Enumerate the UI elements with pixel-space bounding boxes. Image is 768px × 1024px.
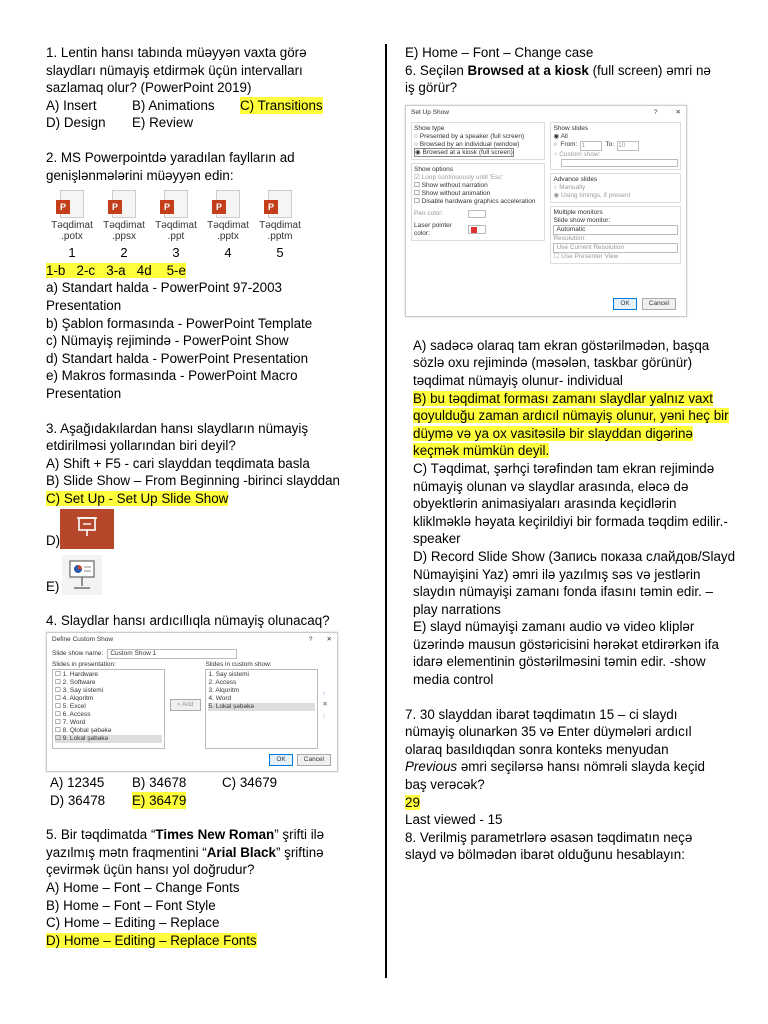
- q4-option-a: A) 12345: [50, 775, 105, 791]
- resolution-label: Resolution:: [553, 234, 587, 242]
- file-icons: [46, 190, 366, 242]
- presentation-slides-list[interactable]: [52, 669, 165, 749]
- custom-show-select[interactable]: [561, 159, 678, 167]
- q6-option-d: play narrations: [413, 601, 501, 617]
- cancel-button[interactable]: Cancel: [642, 298, 676, 310]
- q1-option-c-answer: C) Transitions: [240, 97, 323, 113]
- q6-option-c: C) Təqdimat, şərhçi tərəfindən tam ekran rejimində: [413, 460, 715, 476]
- q3-option-d: D): [46, 532, 61, 548]
- multiple-monitors-group: [550, 206, 681, 264]
- add-button[interactable]: » Add: [170, 699, 201, 711]
- q6-option-b-answer: düymə və ya ox vasitəsilə bir slayddan digərinə: [413, 425, 693, 441]
- list-item[interactable]: 5. Lokal şəbəkə: [208, 703, 315, 711]
- radio-kiosk[interactable]: ◉ Browsed at a kiosk (full screen): [415, 148, 513, 156]
- q6-option-b-answer: B) bu təqdimat forması zamanı slaydlar yalnız vaxt: [413, 390, 713, 406]
- slideshow-setup-icon: [60, 509, 114, 549]
- multiple-monitors-label: Multiple monitors: [553, 208, 603, 216]
- define-custom-show-dialog: [46, 632, 338, 772]
- q7-answer: 29: [405, 794, 420, 810]
- q5-line: 5. Bir təqdimatda “Times New Roman” şrifti ilə: [46, 827, 325, 843]
- q2-line: 2. MS Powerpointdə yaradılan faylların ad: [46, 149, 295, 165]
- monitor-select[interactable]: Automatic: [553, 225, 678, 235]
- q3-option-a: A) Shift + F5 - cari slayddan teqdimata basla: [46, 455, 310, 471]
- q8-line: 8. Verilmiş parametrlərə əsasən təqdimatın neçə: [405, 829, 693, 845]
- q6-option-c: kliklməklə həyata keçirildiyi bir formada təqdim edilir.-: [413, 513, 728, 529]
- q1-line: slaydları nümayiş etdirmək üçün intervalları: [46, 62, 303, 78]
- checkbox-narration[interactable]: ☐ Show without narration: [414, 181, 488, 189]
- q6-option-e: idarə elementinin göstərilməsini təmin edir. -show: [413, 654, 706, 670]
- show-type-group: [411, 122, 545, 160]
- question-4: [46, 612, 366, 809]
- q3-option-c-answer: C) Set Up - Set Up Slide Show: [46, 490, 229, 506]
- close-icon[interactable]: ✕: [326, 636, 332, 644]
- q6-option-b-answer: qoyulduğu zaman ardıcıl nümayiş olunur, yəni heç bir: [413, 408, 729, 424]
- question-8: [405, 829, 750, 864]
- q7-line: nümayiş olunarkən 35 və Enter düymələri ardıcıl: [405, 724, 692, 740]
- slide-show-name-label: Slide show name:: [52, 650, 104, 658]
- custom-show-slides-list[interactable]: [205, 669, 318, 749]
- q6-line: iş görür?: [405, 80, 458, 96]
- q4-option-e-answer: E) 36479: [132, 792, 187, 808]
- q6-option-e: media control: [413, 672, 494, 688]
- show-options-group: [411, 163, 545, 241]
- q5-option-e: E) Home – Font – Change case: [405, 45, 594, 60]
- question-7: [405, 706, 750, 829]
- file-icon-potx: P Təqdimat .potx: [46, 190, 98, 242]
- file-icon-ppsx: P Təqdimat .ppsx: [98, 190, 150, 242]
- q2-option: Presentation: [46, 385, 122, 401]
- checkbox-presenter-view[interactable]: ☐ Use Presenter View: [553, 252, 619, 260]
- q6-options: [405, 337, 750, 689]
- q5-option-a: A) Home – Font – Change Fonts: [46, 880, 240, 896]
- dialog-title: Set Up Show: [411, 108, 449, 116]
- q7-line: baş verəcək?: [405, 777, 485, 793]
- help-icon[interactable]: ?: [308, 636, 313, 644]
- q2-option: a) Standart halda - PowerPoint 97-2003: [46, 280, 282, 296]
- q6-option-c: nümayiş olunan və slaydlar arasında, eləcə də: [413, 478, 689, 494]
- q6-option-e: E) slayd nümayişi zamanı audio və video kliplər: [413, 619, 695, 635]
- q6-option-c: speaker: [413, 531, 461, 547]
- q6-option-b-answer: keçmək mümkün deyil.: [413, 443, 550, 459]
- file-icon-ppt: P Təqdimat .ppt: [150, 190, 202, 242]
- monitor-label: Slide show monitor:: [553, 216, 611, 224]
- slide-show-name-input[interactable]: Custom Show 1: [107, 649, 237, 659]
- q7-line: Previous əmri seçilərsə hansı nömrəli slayda keçid: [405, 759, 705, 775]
- question-5: [46, 826, 366, 949]
- advance-slides-group: [550, 173, 681, 203]
- radio-speaker[interactable]: ○ Presented by a speaker (full screen): [414, 132, 525, 140]
- q6-option-a: təqdimat nümayiş olunur- individual: [413, 372, 623, 388]
- cancel-button[interactable]: Cancel: [297, 754, 331, 766]
- column-divider: [385, 44, 387, 978]
- presentation-screen-icon: [62, 555, 102, 595]
- q1-option-a: A) Insert: [46, 97, 97, 113]
- q2-answer: 1-b 2-c 3-a 4d 5-e: [46, 262, 186, 278]
- list-item[interactable]: ☐ 8. Qlobal şəbəkə: [55, 727, 112, 735]
- checkbox-hardware[interactable]: ☐ Disable hardware graphics acceleration: [414, 197, 536, 205]
- question-2: [46, 149, 366, 403]
- slides-in-custom-show-label: Slides in custom show:: [205, 661, 272, 669]
- q3-line: etdirilməsi yollarından biri deyil?: [46, 438, 236, 454]
- q3-option-e: E): [46, 578, 60, 594]
- move-down-icon[interactable]: ↓: [322, 712, 326, 720]
- list-item[interactable]: ☐ 3. Say sistemi: [55, 687, 104, 695]
- help-icon[interactable]: ?: [653, 108, 658, 116]
- q5-option-b: B) Home – Font – Font Style: [46, 897, 216, 913]
- list-item[interactable]: 3. Alqoritm: [208, 687, 240, 695]
- set-up-show-dialog: [405, 105, 687, 317]
- list-item[interactable]: ☐ 1. Hardware: [55, 671, 99, 679]
- q2-option: b) Şablon formasında - PowerPoint Template: [46, 315, 313, 331]
- advance-slides-label: Advance slides: [553, 175, 598, 183]
- radio-timings[interactable]: ◉ Using timings, if present: [553, 191, 631, 199]
- q2-line: genişlənmələrini müəyyən edin:: [46, 167, 234, 183]
- q4-option-c: C) 34679: [222, 775, 278, 791]
- show-type-label: Show type: [414, 124, 445, 132]
- q6-option-a: A) sadəcə olaraq tam ekran göstərilmədən, başqa: [413, 337, 710, 353]
- list-item[interactable]: 2. Access: [208, 679, 237, 687]
- list-item[interactable]: ☐ 9. Lokal şəbəkə: [55, 735, 162, 743]
- left-column: [46, 0, 366, 949]
- q6-option-c: obyektlərin animasiyaları arasında keçidlərin: [413, 496, 677, 512]
- laser-color-label: Laser pointer color:: [414, 221, 452, 237]
- checkbox-animation[interactable]: ☐ Show without animation: [414, 189, 491, 197]
- radio-all[interactable]: ◉ All: [553, 132, 568, 140]
- q6-option-d: D) Record Slide Show (Запись показа слайдов/Slayd: [413, 548, 736, 564]
- list-item[interactable]: ☐ 7. Word: [55, 719, 86, 727]
- checkbox-loop[interactable]: ☑ Loop continuously until 'Esc': [414, 173, 503, 181]
- q2-option: d) Standart halda - PowerPoint Presentation: [46, 350, 309, 366]
- radio-manually[interactable]: ○ Manually: [553, 183, 586, 191]
- q1-option-b: B) Animations: [132, 97, 215, 113]
- list-item[interactable]: ☐ 5. Excel: [55, 703, 86, 711]
- question-1: [46, 44, 366, 132]
- q5-option-d-answer: D) Home – Editing – Replace Fonts: [46, 932, 257, 948]
- radio-from[interactable]: ○ From: 1 To: 10: [553, 141, 678, 151]
- q1-line: sazlamaq olur? (PowerPoint 2019): [46, 80, 252, 96]
- pen-color-picker[interactable]: [468, 210, 486, 218]
- q6-option-e: üzərində mausun göstəricisini hərəkət etdirərkən ifa: [413, 636, 719, 652]
- q7-note: Last viewed - 15: [405, 812, 503, 828]
- q2-option: Presentation: [46, 297, 122, 313]
- list-item[interactable]: ☐ 4. Alqoritm: [55, 695, 94, 703]
- q7-line: 7. 30 slayddan ibarət təqdimatın 15 – ci slaydı: [405, 706, 678, 722]
- q4-option-d: D) 36478: [50, 792, 106, 808]
- ok-button[interactable]: OK: [269, 754, 292, 766]
- q1-line: 1. Lentin hansı tabında müəyyən vaxta görə: [46, 45, 307, 60]
- q4-line: 4. Slaydlar hansı ardıcıllıqla nümayiş olunacaq?: [46, 613, 330, 629]
- list-item[interactable]: ☐ 6. Access: [55, 711, 91, 719]
- q6-option-a: sözlə oxu rejimində (məsələn, taskbar görünür): [413, 355, 693, 371]
- show-options-label: Show options: [414, 165, 454, 173]
- file-numbers: 1 2 3 4 5: [68, 245, 284, 261]
- q6-option-d: Nümayişini Yaz) əmri ilə yazılmış səs və jestlərin: [413, 566, 701, 582]
- question-3: [46, 420, 366, 596]
- q3-option-b: B) Slide Show – From Beginning -birinci slayddan: [46, 473, 340, 489]
- file-icon-pptm: P Təqdimat .pptm: [254, 190, 306, 242]
- q2-option: c) Nümayiş rejimində - PowerPoint Show: [46, 333, 289, 349]
- q3-line: 3. Aşağıdakılardan hansı slaydların nümayiş: [46, 420, 309, 436]
- radio-individual[interactable]: ○ Browsed by an individual (window): [414, 140, 520, 148]
- q8-line: slayd və bölmədən ibarət olduğunu hesablayın:: [405, 847, 685, 863]
- q6-option-d: slaydın nümayişi zamanı fonda ifasını təmin edir. –: [413, 584, 713, 600]
- q6-line: 6. Seçilən Browsed at a kiosk (full screen) əmri nə: [405, 62, 711, 78]
- q7-line: olaraq basıldıqdan sonra konteks menyudan: [405, 741, 669, 757]
- close-icon[interactable]: ✕: [675, 108, 681, 116]
- q5-line: yazılmış mətn fraqmentini “Arial Black” şriftinə: [46, 844, 324, 860]
- file-icon-pptx: P Təqdimat .pptx: [202, 190, 254, 242]
- right-column: [405, 0, 750, 864]
- q2-option: e) Makros formasında - PowerPoint Macro: [46, 368, 298, 384]
- list-item[interactable]: 1. Say sistemi: [208, 671, 249, 679]
- q4-option-b: B) 34678: [132, 775, 187, 791]
- remove-icon[interactable]: ✕: [322, 701, 328, 709]
- show-slides-label: Show slides: [553, 124, 589, 132]
- resolution-select[interactable]: Use Current Resolution: [553, 243, 678, 253]
- slides-in-presentation-label: Slides in presentation:: [52, 661, 116, 669]
- q5-line: çevirmək üçün hansı yol doğrudur?: [46, 862, 255, 878]
- pen-color-label: Pen color:: [414, 209, 444, 217]
- radio-custom-show[interactable]: ○ Custom show:: [553, 150, 601, 158]
- move-up-icon[interactable]: ↑: [322, 690, 326, 698]
- show-slides-group: [550, 122, 681, 170]
- list-item[interactable]: ☐ 2. Software: [55, 679, 96, 687]
- q1-option-d: D) Design: [46, 115, 106, 131]
- q1-option-e: E) Review: [132, 115, 194, 131]
- laser-color-picker[interactable]: [468, 225, 486, 234]
- dialog-title: Define Custom Show: [52, 636, 114, 644]
- ok-button[interactable]: OK: [613, 298, 636, 310]
- list-item[interactable]: 4. Word: [208, 695, 232, 703]
- q5-option-c: C) Home – Editing – Replace: [46, 915, 220, 931]
